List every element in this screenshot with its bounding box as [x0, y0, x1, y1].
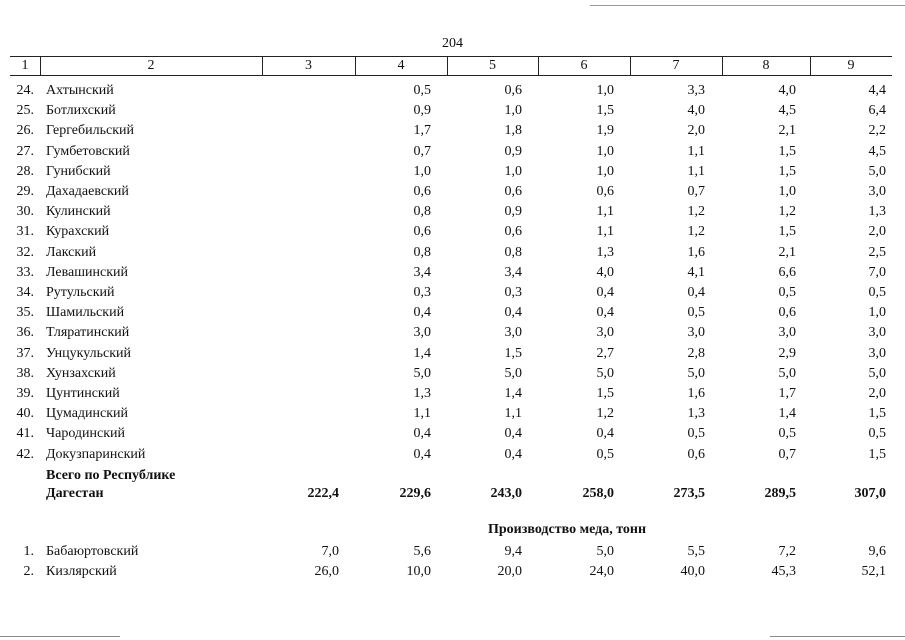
table-row: [0, 344, 905, 364]
value-cell: 5,0: [504, 365, 522, 381]
table-row: [0, 283, 905, 303]
value-cell: 10,0: [406, 564, 431, 579]
header-col-7: 7: [672, 58, 680, 73]
value-cell: 1,2: [778, 204, 796, 220]
district-name: Цумадинский: [46, 406, 129, 422]
value-cell: 5,0: [596, 544, 614, 559]
value-cell: 45,3: [771, 564, 796, 579]
value-cell: 26,0: [314, 564, 339, 579]
value-cell: 1,4: [413, 345, 431, 361]
table-row: [0, 101, 905, 121]
district-name: Гергебильский: [46, 123, 134, 139]
value-cell: 2,0: [868, 386, 886, 401]
total-cell: 229,6: [399, 486, 431, 501]
value-cell: 1,8: [504, 123, 522, 139]
value-cell: 2,9: [778, 345, 796, 361]
district-name: Кулинский: [46, 204, 111, 220]
district-name: Кизлярский: [46, 564, 117, 579]
row-number: 33.: [16, 264, 34, 280]
value-cell: 3,0: [596, 325, 614, 341]
value-cell: 40,0: [680, 564, 705, 579]
value-cell: 0,6: [596, 184, 614, 199]
district-name: Шамильский: [46, 305, 125, 321]
value-cell: 2,2: [868, 123, 886, 139]
value-cell: 1,0: [504, 163, 522, 179]
value-cell: 0,3: [413, 285, 431, 300]
table-row: [0, 142, 905, 162]
value-cell: 0,7: [413, 143, 431, 159]
total-row-line1: [0, 466, 905, 486]
total-label-line1: Всего по Республике: [46, 468, 176, 483]
value-cell: 1,3: [413, 386, 431, 401]
value-cell: 0,4: [504, 446, 522, 462]
table-row: [0, 445, 905, 465]
value-cell: 0,8: [413, 244, 431, 260]
value-cell: 3,0: [687, 325, 705, 341]
value-cell: 5,0: [868, 365, 886, 381]
value-cell: 1,1: [413, 406, 431, 422]
value-cell: 0,5: [778, 285, 796, 300]
header-col-6: 6: [580, 58, 588, 73]
value-cell: 0,5: [413, 83, 431, 98]
value-cell: 0,6: [504, 83, 522, 98]
value-cell: 0,5: [868, 426, 886, 442]
district-name: Рутульский: [46, 285, 115, 300]
table-row: [0, 542, 905, 562]
value-cell: 4,0: [596, 264, 614, 280]
value-cell: 0,4: [413, 446, 431, 462]
row-number: 31.: [16, 224, 34, 240]
value-cell: 4,1: [687, 264, 705, 280]
value-cell: 0,4: [596, 426, 614, 442]
total-label-line2: Дагестан: [46, 486, 104, 501]
value-cell: 0,5: [778, 426, 796, 442]
value-cell: 5,0: [413, 365, 431, 381]
value-cell: 4,0: [778, 83, 796, 98]
row-number: 39.: [16, 386, 34, 401]
value-cell: 2,5: [868, 244, 886, 260]
value-cell: 3,4: [504, 264, 522, 280]
district-name: Гумбетовский: [46, 143, 130, 159]
value-cell: 3,0: [778, 325, 796, 341]
value-cell: 1,2: [596, 406, 614, 422]
table-row: [0, 202, 905, 222]
value-cell: 1,5: [778, 224, 796, 240]
row-number: 26.: [16, 123, 34, 139]
value-cell: 24,0: [589, 564, 614, 579]
value-cell: 1,1: [687, 163, 705, 179]
value-cell: 4,5: [868, 143, 886, 159]
value-cell: 1,4: [778, 406, 796, 422]
district-name: Докузпаринский: [46, 446, 146, 462]
value-cell: 1,0: [868, 305, 886, 321]
row-number: 42.: [16, 446, 34, 462]
row-number: 36.: [16, 325, 34, 341]
table-row: [0, 162, 905, 182]
district-name: Курахский: [46, 224, 110, 240]
table-row: [0, 81, 905, 101]
value-cell: 1,5: [778, 163, 796, 179]
table-row: [0, 263, 905, 283]
row-number: 29.: [16, 184, 34, 199]
value-cell: 0,4: [413, 426, 431, 442]
value-cell: 0,5: [596, 446, 614, 462]
row-number: 41.: [16, 426, 34, 442]
bottom-scan-line: [0, 636, 120, 637]
district-name: Бабаюртовский: [46, 544, 139, 559]
value-cell: 0,6: [687, 446, 705, 462]
value-cell: 1,3: [596, 244, 614, 260]
row-number: 27.: [16, 143, 34, 159]
value-cell: 5,0: [868, 163, 886, 179]
value-cell: 3,0: [413, 325, 431, 341]
table-row: [0, 384, 905, 404]
value-cell: 1,9: [596, 123, 614, 139]
row-number: 38.: [16, 365, 34, 381]
value-cell: 1,1: [596, 224, 614, 240]
value-cell: 1,6: [687, 244, 705, 260]
district-name: Левашинский: [46, 264, 129, 280]
value-cell: 0,3: [504, 285, 522, 300]
value-cell: 0,6: [413, 224, 431, 240]
page-number: 204: [442, 36, 463, 51]
district-name: Ботлихский: [46, 103, 116, 119]
value-cell: 1,2: [687, 224, 705, 240]
value-cell: 3,3: [687, 83, 705, 98]
value-cell: 5,0: [596, 365, 614, 381]
value-cell: 2,1: [778, 123, 796, 139]
district-name: Чародинский: [46, 426, 126, 442]
value-cell: 2,1: [778, 244, 796, 260]
header-col-1: 1: [21, 58, 29, 73]
value-cell: 1,0: [778, 184, 796, 199]
table-row: [0, 562, 905, 582]
value-cell: 5,0: [778, 365, 796, 381]
value-cell: 0,4: [596, 305, 614, 321]
district-name: Ахтынский: [46, 83, 114, 98]
total-cell: 258,0: [582, 486, 614, 501]
value-cell: 1,0: [596, 143, 614, 159]
value-cell: 0,9: [504, 204, 522, 220]
value-cell: 1,7: [413, 123, 431, 139]
top-scan-line: [590, 5, 905, 6]
value-cell: 2,0: [687, 123, 705, 139]
value-cell: 1,1: [596, 204, 614, 220]
value-cell: 1,5: [596, 103, 614, 119]
value-cell: 3,0: [868, 184, 886, 199]
value-cell: 0,4: [504, 305, 522, 321]
row-number: 2.: [23, 564, 34, 579]
value-cell: 1,2: [687, 204, 705, 220]
district-name: Дахадаевский: [46, 184, 129, 199]
value-cell: 0,9: [504, 143, 522, 159]
value-cell: 4,0: [687, 103, 705, 119]
row-number: 37.: [16, 345, 34, 361]
total-cell: 222,4: [307, 486, 339, 501]
value-cell: 3,0: [868, 345, 886, 361]
value-cell: 7,0: [868, 264, 886, 280]
value-cell: 2,0: [868, 224, 886, 240]
header-col-2: 2: [147, 58, 155, 73]
value-cell: 1,0: [596, 83, 614, 98]
table-row: [0, 222, 905, 242]
value-cell: 52,1: [861, 564, 886, 579]
row-number: 1.: [23, 544, 34, 559]
value-cell: 4,4: [868, 83, 886, 98]
district-name: Лакский: [46, 244, 97, 260]
value-cell: 0,7: [778, 446, 796, 462]
total-cell: 289,5: [764, 486, 796, 501]
value-cell: 6,6: [778, 264, 796, 280]
table-row: [0, 303, 905, 323]
value-cell: 0,4: [413, 305, 431, 321]
header-col-9: 9: [847, 58, 855, 73]
value-cell: 1,3: [868, 204, 886, 220]
section-title: Производство меда, тонн: [488, 522, 647, 537]
value-cell: 1,5: [504, 345, 522, 361]
value-cell: 0,8: [504, 244, 522, 260]
header-col-5: 5: [489, 58, 496, 73]
value-cell: 5,0: [687, 365, 705, 381]
header-col-3: 3: [305, 58, 312, 73]
header-col-8: 8: [762, 58, 770, 73]
value-cell: 9,6: [868, 544, 886, 559]
table-row: [0, 364, 905, 384]
row-number: 35.: [16, 305, 34, 321]
table-row: [0, 323, 905, 343]
total-cell: 273,5: [673, 486, 705, 501]
value-cell: 0,4: [504, 426, 522, 442]
value-cell: 1,7: [778, 386, 796, 401]
district-name: Унцукульский: [46, 345, 132, 361]
district-name: Тляратинский: [46, 325, 130, 341]
total-cell: 307,0: [854, 486, 886, 501]
value-cell: 4,5: [778, 103, 796, 119]
value-cell: 3,0: [868, 325, 886, 341]
row-number: 30.: [16, 204, 34, 220]
value-cell: 0,5: [687, 426, 705, 442]
value-cell: 3,4: [413, 264, 431, 280]
value-cell: 0,7: [687, 184, 705, 199]
row-number: 32.: [16, 244, 34, 260]
value-cell: 0,4: [687, 285, 705, 300]
value-cell: 1,4: [504, 386, 522, 401]
row-number: 24.: [16, 83, 34, 98]
value-cell: 1,5: [778, 143, 796, 159]
header-col-4: 4: [397, 58, 405, 73]
table-row: [0, 404, 905, 424]
value-cell: 6,4: [868, 103, 886, 119]
value-cell: 0,6: [413, 184, 431, 199]
value-cell: 1,1: [687, 143, 705, 159]
value-cell: 1,5: [868, 446, 886, 462]
total-cell: 243,0: [490, 486, 522, 501]
value-cell: 0,9: [413, 103, 431, 119]
value-cell: 3,0: [504, 325, 522, 341]
row-number: 25.: [16, 103, 34, 119]
table-row: [0, 182, 905, 202]
table-row: [0, 424, 905, 444]
value-cell: 1,0: [413, 163, 431, 179]
value-cell: 0,6: [504, 224, 522, 240]
bottom-scan-line-right: [770, 636, 905, 637]
value-cell: 7,0: [321, 544, 339, 559]
value-cell: 2,8: [687, 345, 705, 361]
value-cell: 5,6: [413, 544, 431, 559]
district-name: Хунзахский: [46, 365, 116, 381]
total-row: [0, 484, 905, 504]
value-cell: 0,6: [778, 305, 796, 321]
value-cell: 7,2: [778, 544, 796, 559]
row-number: 28.: [16, 163, 34, 179]
value-cell: 1,0: [596, 163, 614, 179]
district-name: Гунибский: [46, 163, 111, 179]
district-name: Цунтинский: [46, 386, 120, 401]
row-number: 40.: [16, 406, 34, 422]
value-cell: 1,1: [504, 406, 522, 422]
value-cell: 0,5: [868, 285, 886, 300]
row-number: 34.: [16, 285, 34, 300]
table-row: [0, 121, 905, 141]
value-cell: 0,8: [413, 204, 431, 220]
value-cell: 1,6: [687, 386, 705, 401]
value-cell: 1,5: [868, 406, 886, 422]
value-cell: 0,4: [596, 285, 614, 300]
table-header: [10, 56, 892, 76]
table-row: [0, 243, 905, 263]
value-cell: 9,4: [504, 544, 522, 559]
value-cell: 5,5: [687, 544, 705, 559]
value-cell: 2,7: [596, 345, 614, 361]
value-cell: 1,0: [504, 103, 522, 119]
value-cell: 0,5: [687, 305, 705, 321]
value-cell: 1,5: [596, 386, 614, 401]
value-cell: 0,6: [504, 184, 522, 199]
value-cell: 1,3: [687, 406, 705, 422]
value-cell: 20,0: [497, 564, 522, 579]
